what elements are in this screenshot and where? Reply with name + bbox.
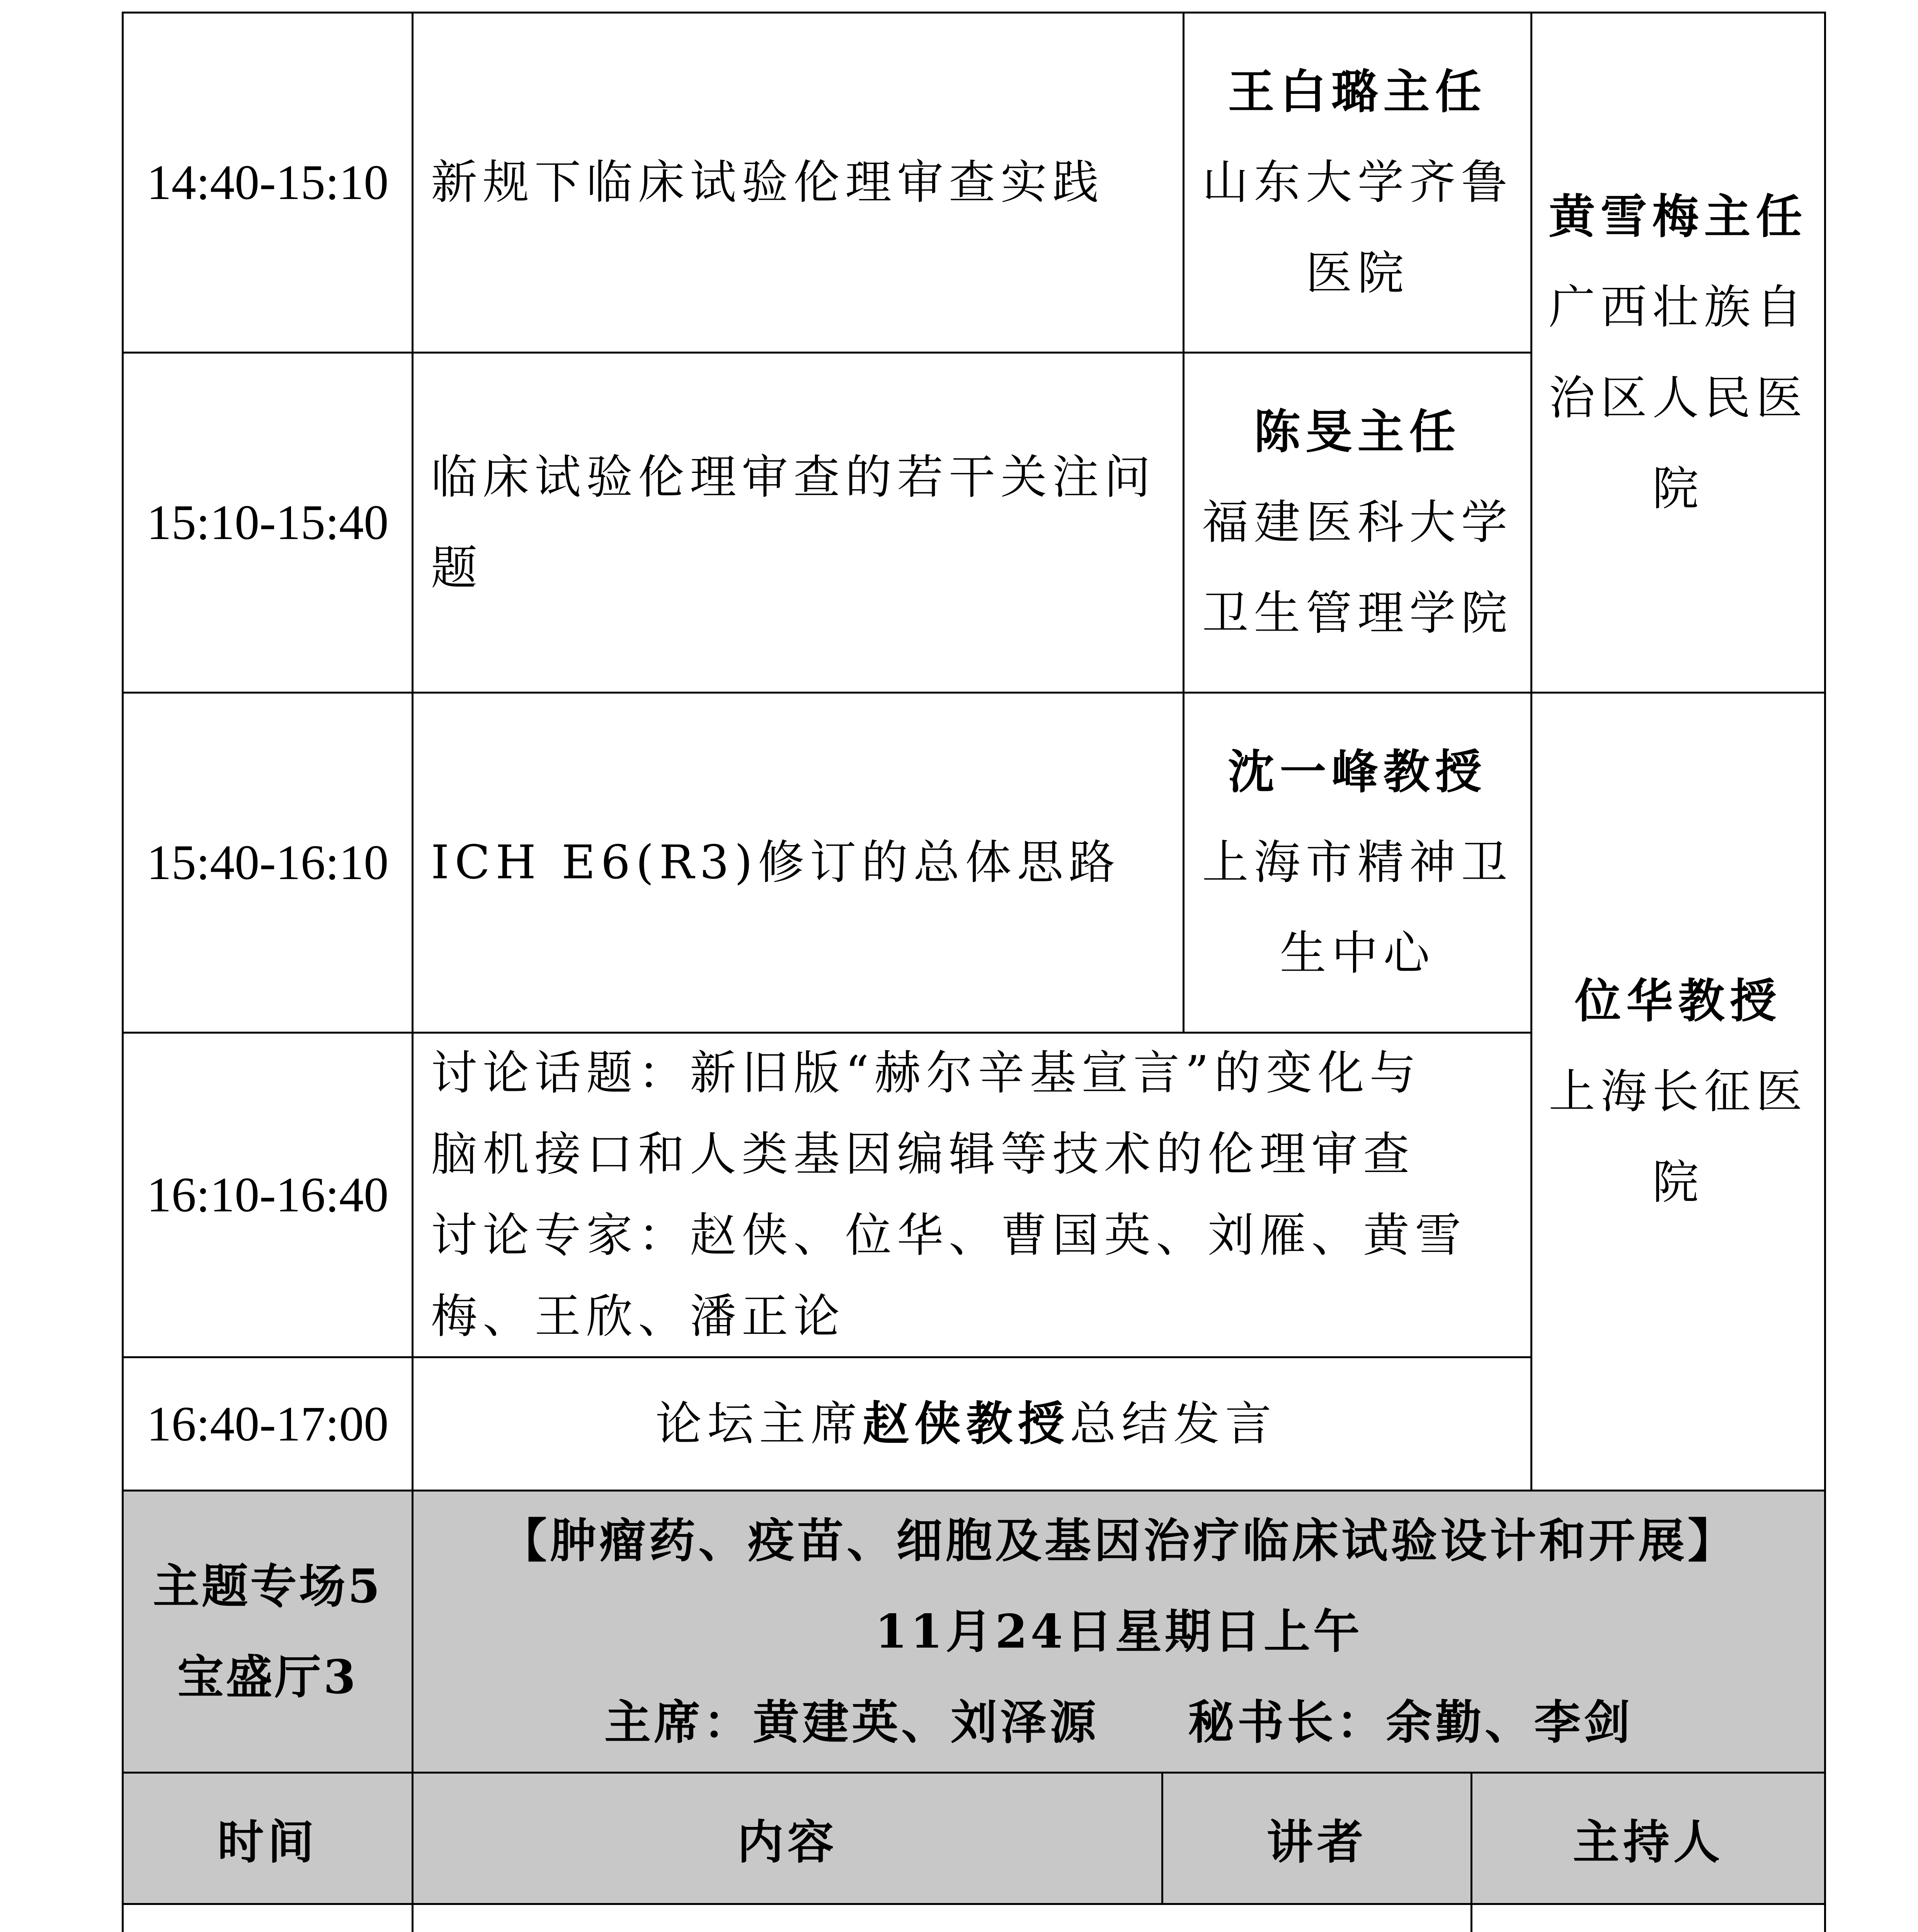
header-time bbox=[122, 1772, 414, 1905]
opening-line bbox=[600, 1926, 1273, 1932]
time-text: 16:10-16:40 bbox=[146, 1167, 389, 1222]
session-date: 11月24日星期日上午 bbox=[875, 1604, 1363, 1659]
host-cell bbox=[1530, 12, 1826, 694]
time-cell bbox=[122, 352, 414, 694]
host-name: 位华教授 bbox=[1574, 973, 1782, 1028]
speaker-name: 陈旻主任 bbox=[1254, 405, 1461, 459]
header-time-label: 时间 bbox=[217, 1815, 318, 1869]
speaker-org-line: 生中心 bbox=[1280, 927, 1435, 980]
session-secretary: 秘书长：余勤、李剑 bbox=[1188, 1695, 1633, 1750]
content-line: 讨论话题：新旧版“赫尔辛基宣言”的变化与 bbox=[431, 1046, 1421, 1100]
content-line: 讨论专家：赵侠、位华、曹国英、刘雁、黄雪 bbox=[431, 1208, 1467, 1262]
session-label-line: 宝盛厅3 bbox=[177, 1650, 358, 1704]
speaker-cell bbox=[1183, 12, 1532, 354]
time-text: 15:40-16:10 bbox=[146, 835, 389, 890]
content-line: 梅、王欣、潘正论 bbox=[431, 1289, 845, 1344]
header-content bbox=[412, 1772, 1163, 1905]
speaker-name: 王白璐主任 bbox=[1228, 65, 1487, 119]
time-cell bbox=[122, 1903, 414, 1932]
content-bold: 赵侠教授 bbox=[863, 1396, 1070, 1451]
speaker-cell bbox=[1183, 352, 1532, 694]
time-text: 14:40-15:10 bbox=[146, 155, 389, 210]
content-line: 脑机接口和人类基因编辑等技术的伦理审查 bbox=[431, 1127, 1415, 1181]
session-label-cell bbox=[122, 1490, 414, 1774]
time-text: 15:10-15:40 bbox=[146, 495, 389, 550]
content-cell bbox=[412, 1903, 1472, 1932]
header-speaker bbox=[1161, 1772, 1472, 1905]
speaker-org-line: 上海市精神卫 bbox=[1202, 836, 1513, 889]
session-title: 【肿瘤药、疫苗、细胞及基因治疗临床试验设计和开展】 bbox=[500, 1514, 1737, 1568]
host-org-line: 上海长征医 bbox=[1549, 1065, 1808, 1119]
time-cell bbox=[122, 1356, 414, 1492]
content-cell bbox=[412, 1356, 1532, 1492]
host-org-line: 广西壮族自 bbox=[1549, 280, 1808, 334]
speaker-org-line: 山东大学齐鲁 bbox=[1202, 156, 1513, 209]
content-line: 题 bbox=[431, 541, 483, 595]
session-chair: 主席：黄建英、刘泽源 bbox=[604, 1695, 1099, 1750]
session-chairs bbox=[604, 1677, 1633, 1768]
host-org-line: 院 bbox=[1652, 1155, 1704, 1209]
discussion-cell bbox=[412, 1032, 1532, 1358]
speaker-org-line: 福建医科大学 bbox=[1202, 496, 1513, 549]
summary-line bbox=[655, 1378, 1277, 1469]
content-cell bbox=[412, 12, 1184, 354]
header-content-label: 内容 bbox=[737, 1815, 838, 1869]
content-text: ICH E6(R3)修订的总体思路 bbox=[431, 836, 1121, 889]
session-label-line: 主题专场5 bbox=[153, 1559, 383, 1614]
host-cell bbox=[1470, 1903, 1826, 1932]
header-speaker-label: 讲者 bbox=[1266, 1815, 1367, 1869]
content-cell bbox=[412, 692, 1184, 1034]
time-text: 16:40-17:00 bbox=[146, 1396, 389, 1451]
content-text: 新规下临床试验伦理审查实践 bbox=[431, 156, 1104, 209]
speaker-name: 沈一峰教授 bbox=[1228, 745, 1487, 799]
content-suffix: 总结发言 bbox=[1070, 1397, 1277, 1451]
time-cell bbox=[122, 1032, 414, 1358]
host-org-line: 院 bbox=[1652, 462, 1704, 516]
host-org-line: 治区人民医 bbox=[1549, 371, 1808, 425]
content-cell bbox=[412, 352, 1184, 694]
speaker-org-line: 卫生管理学院 bbox=[1202, 587, 1513, 640]
speaker-org-line: 医院 bbox=[1305, 247, 1409, 300]
host-name: 黄雪梅主任 bbox=[1549, 189, 1808, 244]
session-title-cell bbox=[412, 1490, 1826, 1774]
time-cell bbox=[122, 12, 414, 354]
content-prefix: 论坛主席 bbox=[655, 1397, 863, 1451]
header-host bbox=[1470, 1772, 1826, 1905]
speaker-cell bbox=[1183, 692, 1532, 1034]
header-host-label: 主持人 bbox=[1573, 1815, 1724, 1869]
host-cell bbox=[1530, 692, 1826, 1492]
time-cell bbox=[122, 692, 414, 1034]
content-line: 临床试验伦理审查的若干关注问 bbox=[431, 450, 1156, 504]
